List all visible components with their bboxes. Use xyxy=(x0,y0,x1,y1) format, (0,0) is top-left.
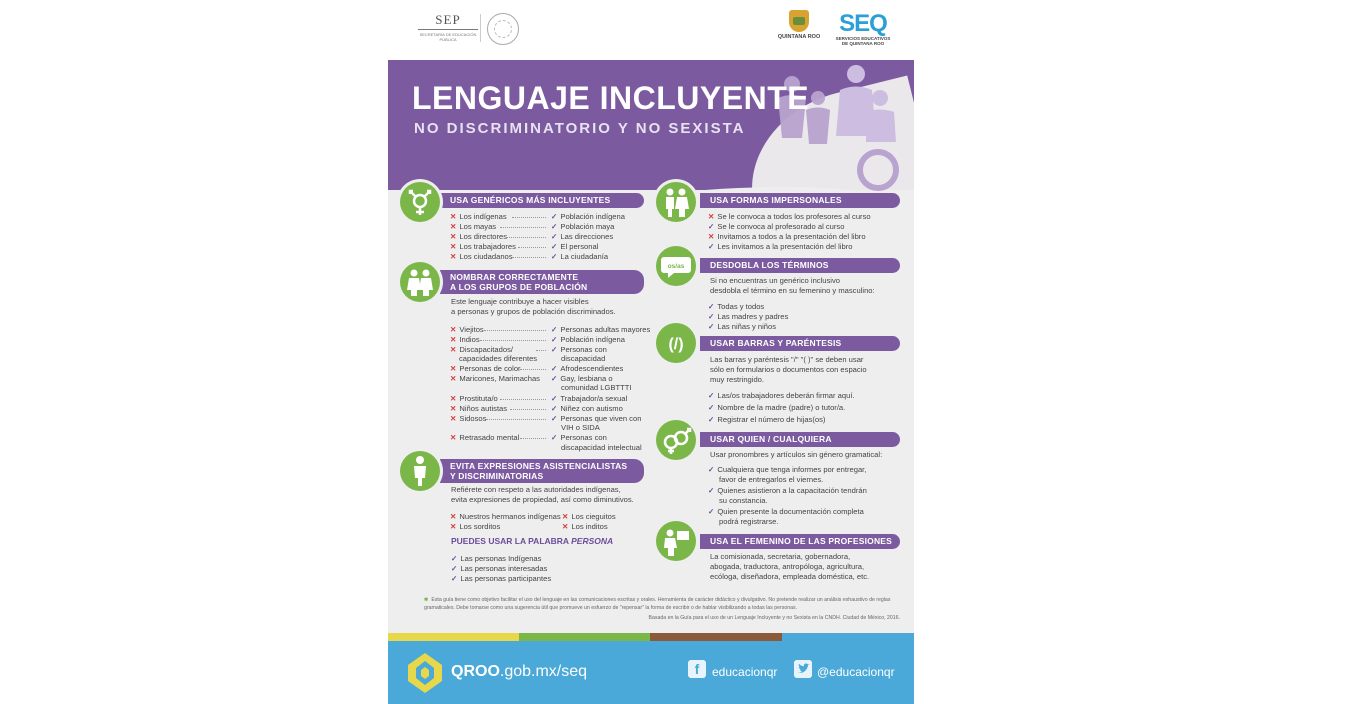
list-item: ✓ Las personas participantes xyxy=(451,574,552,583)
list-item: ✕ Niños autistas xyxy=(450,404,508,413)
list-item: capacidades diferentes xyxy=(459,354,538,363)
list-item: ✓ Registrar el número de hijas(os) xyxy=(708,415,826,424)
list-item: ✓ Se le convoca al profesorado al curso xyxy=(708,222,845,231)
list-item: ✕ Los inditos xyxy=(562,522,608,531)
header-bar xyxy=(388,0,914,60)
list-item: ✓ Las madres y padres xyxy=(708,312,789,321)
section-heading-line: NOMBRAR CORRECTAMENTE xyxy=(450,272,579,282)
section-heading-profesiones: USA EL FEMENINO DE LAS PROFESIONES xyxy=(700,534,900,549)
list-item: VIH o SIDA xyxy=(561,423,600,432)
slash-parentheses-icon xyxy=(656,323,696,363)
section-heading-asistencialistas xyxy=(440,459,644,483)
gender-neutral-icon xyxy=(656,420,696,460)
list-item: ✕ Invitamos a todos a la presentación del libro xyxy=(708,232,866,241)
list-item: su constancia. xyxy=(719,496,768,505)
reference-note: Basada en la Guía para el uso de un Lenguaje Incluyente y no Sexista en la CNDH. Ciudad de México, 2016. xyxy=(648,615,900,621)
list-item: ✓ Población indígena xyxy=(551,212,625,221)
list-item: discapacidad xyxy=(561,354,606,363)
sep-logo-subtext: SECRETARÍA DE EDUCACIÓN PÚBLICA xyxy=(419,32,477,42)
list-item: ✓ Trabajador/a sexual xyxy=(551,394,628,403)
list-item: ✕ Los cieguitos xyxy=(562,512,616,521)
section-heading-barras: USAR BARRAS Y PARÉNTESIS xyxy=(700,336,900,351)
list-item: comunidad LGBTTTI xyxy=(561,383,632,392)
barras-intro: Las barras y paréntesis "/" "( )" se deben usar sólo en formularios o documentos con espacio muy restringido. xyxy=(710,355,867,384)
qroo-logo-icon xyxy=(406,651,444,695)
list-item: ✓ Todas y todos xyxy=(708,302,765,311)
list-item: ✓ Población indígena xyxy=(551,335,625,344)
section-heading-genericos: USA GENÉRICOS MÁS INCLUYENTES xyxy=(440,193,644,208)
color-stripes xyxy=(388,633,914,641)
list-item: ✓ Les invitamos a la presentación del libro xyxy=(708,242,853,251)
list-item: ✓ Cualquiera que tenga informes por entregar, xyxy=(708,465,867,474)
list-item: discapacidad intelectual xyxy=(561,443,642,452)
sep-logo xyxy=(418,12,478,44)
man-woman-icon xyxy=(656,182,696,222)
list-item: ✓ Población maya xyxy=(551,222,615,231)
star-icon: ✱ xyxy=(424,597,429,603)
teacher-icon xyxy=(656,521,696,561)
list-item: ✓ Nombre de la madre (padre) o tutor/a. xyxy=(708,403,846,412)
list-item: ✓ Personas con xyxy=(551,345,607,354)
list-item: ✕ Personas de color xyxy=(450,364,521,373)
list-item: ✓ Afrodescendientes xyxy=(551,364,624,373)
shield-icon xyxy=(789,10,809,32)
svg-text:os/as: os/as xyxy=(667,263,685,270)
website-link[interactable]: QROO.gob.mx/seq xyxy=(451,663,588,680)
list-item: ✕ Indios xyxy=(450,335,480,344)
section-heading-impersonales: USA FORMAS IMPERSONALES xyxy=(700,193,900,208)
list-item: ✓ Gay, lesbiana o xyxy=(551,374,613,383)
national-seal-icon xyxy=(487,13,519,45)
svg-text:(/): (/) xyxy=(668,336,684,353)
sep-logo-text: SEP xyxy=(418,12,478,30)
list-item: ✕ Los indígenas xyxy=(450,212,507,221)
list-item: ✓ Niñez con autismo xyxy=(551,404,623,413)
asistencialistas-intro: Refiérete con respeto a las autoridades indígenas, evita expresiones de propiedad, así como diminutivos. xyxy=(451,485,634,504)
gender-symbols-icon xyxy=(400,182,440,222)
twitter-handle[interactable]: @educacionqr xyxy=(817,665,895,679)
persona-heading: PUEDES USAR LA PALABRA PERSONA xyxy=(451,536,614,546)
section-heading-quien: USAR QUIEN / CUALQUIERA xyxy=(700,432,900,447)
poster-subtitle: NO DISCRIMINATORIO Y NO SEXISTA xyxy=(414,120,746,137)
list-item: ✓ Personas adultas mayores xyxy=(551,325,651,334)
list-item: ✕ Viejitos xyxy=(450,325,484,334)
list-item: ✓ Quien presente la documentación completa xyxy=(708,507,864,516)
list-item: ✕ Discapacitados/ xyxy=(450,345,513,354)
list-item: ✓ Las direcciones xyxy=(551,232,614,241)
quien-intro: Usar pronombres y artículos sin género gramatical: xyxy=(710,450,883,459)
two-women-icon xyxy=(400,262,440,302)
list-item: ✓ Las personas interesadas xyxy=(451,564,548,573)
section-heading-line: A LOS GRUPOS DE POBLACIÓN xyxy=(450,282,588,292)
list-item: ✓ Las/os trabajadores deberán firmar aquí. xyxy=(708,391,855,400)
divider xyxy=(480,14,481,42)
footer xyxy=(388,641,914,704)
list-item: ✕ Los directores xyxy=(450,232,508,241)
grupos-intro: Este lenguaje contribuye a hacer visibles a personas y grupos de población discriminados. xyxy=(451,297,616,316)
profesiones-text: La comisionada, secretaria, gobernadora, abogada, traductora, antropóloga, agricultura, ecóloga, diseñadora, empleada doméstica, etc. xyxy=(710,552,870,581)
quintana-roo-logo xyxy=(776,10,822,50)
list-item: ✓ Las personas Indígenas xyxy=(451,554,542,563)
seq-logo xyxy=(832,12,894,52)
list-item: ✓ El personal xyxy=(551,242,599,251)
desdobla-intro: Si no encuentras un genérico inclusivo desdobla el término en su femenino y masculino: xyxy=(710,276,875,295)
list-item: favor de entregarlos el viernes. xyxy=(719,475,824,484)
list-item: ✕ Los sorditos xyxy=(450,522,501,531)
person-standing-icon xyxy=(400,451,440,491)
twitter-icon[interactable] xyxy=(794,660,812,678)
list-item: ✕ Nuestros hermanos indígenas xyxy=(450,512,561,521)
seq-logo-subtext: SERVICIOS EDUCATIVOS DE QUINTANA ROO xyxy=(835,36,891,46)
list-item: ✓ Personas con xyxy=(551,433,607,442)
list-item: ✓ La ciudadanía xyxy=(551,252,609,261)
poster xyxy=(388,0,914,704)
list-item: ✕ Los mayas xyxy=(450,222,497,231)
list-item: ✓ Quienes asistieron a la capacitación tendrán xyxy=(708,486,867,495)
list-item: ✕ Sidosos xyxy=(450,414,487,423)
speech-bubble-icon xyxy=(656,246,696,286)
section-heading-line: EVITA EXPRESIONES ASISTENCIALISTAS xyxy=(450,461,628,471)
section-heading-desdobla: DESDOBLA LOS TÉRMINOS xyxy=(700,258,900,273)
section-heading-line: Y DISCRIMINATORIAS xyxy=(450,471,544,481)
list-item: ✕ Los ciudadanos xyxy=(450,252,513,261)
facebook-handle[interactable]: educacionqr xyxy=(712,665,778,679)
list-item: ✕ Retrasado mental xyxy=(450,433,520,442)
quintana-roo-label: QUINTANA ROO xyxy=(777,34,821,40)
section-heading-grupos xyxy=(440,270,644,294)
list-item: ✕ Maricones, Marimachas xyxy=(450,374,540,383)
list-item: podrá registrarse. xyxy=(719,517,779,526)
poster-title: LENGUAJE INCLUYENTE xyxy=(412,80,810,116)
facebook-icon[interactable]: f xyxy=(688,660,706,678)
disclaimer-note: ✱ Esta guía tiene como objetivo facilitar el uso del lenguaje en las comunicaciones escritas y orales. Herramienta de carácter didáctico y divulgativo. No pretende realizar un análisis exhaustivo de reglas gramaticales. Debe tomarse como una sugerencia útil que promueve un esfuerzo de "repensar" la forma de escribir o de hablar visibilizando a todas las personas. xyxy=(424,597,891,611)
list-item: ✕ Los trabajadores xyxy=(450,242,516,251)
seq-logo-text: SEQ xyxy=(839,10,887,37)
list-item: ✓ Personas que viven con xyxy=(551,414,642,423)
list-item: ✕ Prostituta/o xyxy=(450,394,498,403)
list-item: ✓ Las niñas y niños xyxy=(708,322,777,331)
list-item: ✕ Se le convoca a todos los profesores al curso xyxy=(708,212,871,221)
